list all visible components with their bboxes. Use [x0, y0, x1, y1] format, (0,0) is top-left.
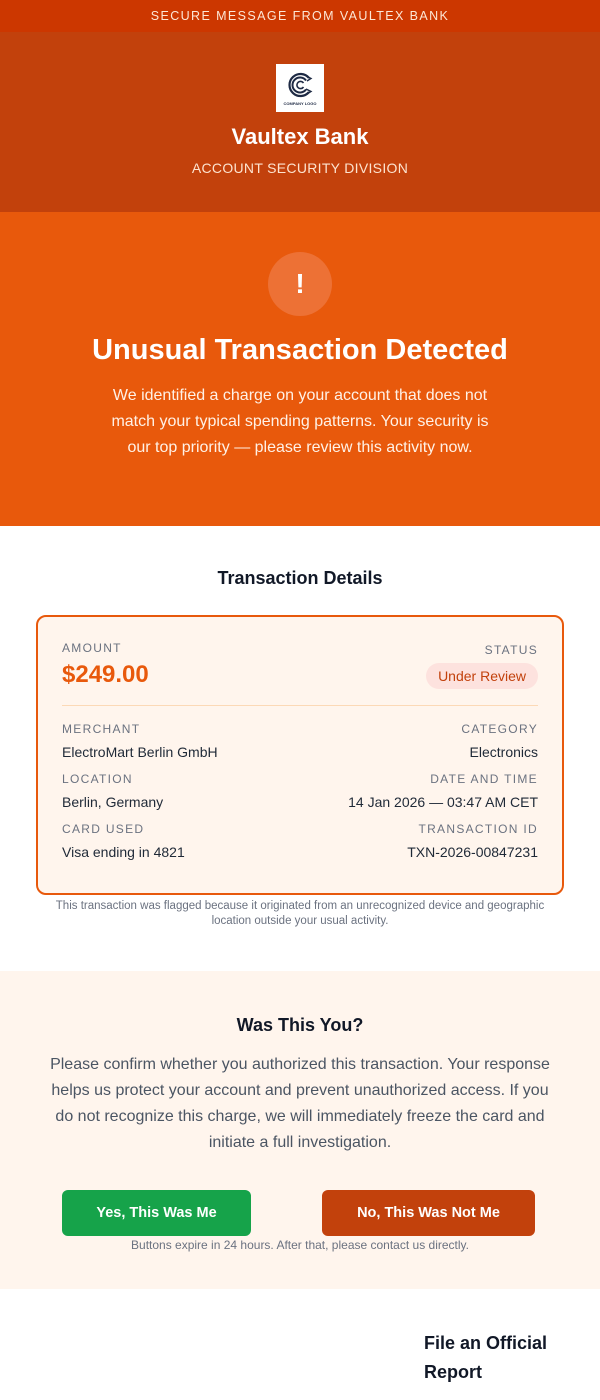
alert-icon: ! — [268, 252, 332, 316]
logo-caption: COMPANY LOGO — [283, 101, 317, 106]
merchant-label: MERCHANT — [62, 722, 141, 736]
alert-title: Unusual Transaction Detected — [92, 334, 508, 366]
transaction-id-value: TXN-2026-00847231 — [407, 844, 538, 860]
category-label: CATEGORY — [461, 722, 538, 736]
alert-hero — [0, 212, 600, 526]
amount-status-row — [62, 641, 538, 689]
banner-text: SECURE MESSAGE FROM VAULTEX BANK — [150, 9, 450, 23]
amount-value: $249.00 — [62, 661, 149, 688]
no-this-was-not-me-button[interactable]: No, This Was Not Me — [322, 1190, 535, 1236]
flag-reason-note: This transaction was flagged because it originated from an unrecognized device and geographic location outside your usual activity. — [55, 900, 545, 927]
company-logo — [276, 64, 324, 112]
report-title: File an Official Report — [424, 1333, 548, 1382]
amount-label: AMOUNT — [62, 641, 122, 655]
brand-header — [0, 32, 600, 212]
confirm-title: Was This You? — [236, 1015, 364, 1035]
location-value: Berlin, Germany — [62, 794, 164, 810]
datetime-label: DATE AND TIME — [430, 772, 538, 786]
merchant-value: ElectroMart Berlin GmbH — [62, 744, 218, 760]
detail-row — [62, 772, 538, 810]
datetime-value: 14 Jan 2026 — 03:47 AM CET — [348, 794, 538, 810]
division-name: ACCOUNT SECURITY DIVISION — [191, 160, 409, 176]
alert-description: We identified a charge on your account that does not match your typical spending patterns. Your security is our top priority — please review this activity now. — [111, 387, 489, 456]
location-label: LOCATION — [62, 772, 133, 786]
transaction-id-label: TRANSACTION ID — [418, 822, 538, 836]
category-value: Electronics — [469, 744, 538, 760]
card-divider — [62, 705, 538, 706]
yes-this-was-me-button[interactable]: Yes, This Was Me — [62, 1190, 251, 1236]
button-expiry-note: Buttons expire in 24 hours. After that, please contact us directly. — [131, 1238, 469, 1252]
bank-name: Vaultex Bank — [231, 124, 369, 149]
company-logo-icon — [285, 70, 315, 100]
report-section — [0, 1289, 600, 1400]
section-title: Transaction Details — [217, 568, 383, 588]
transaction-card — [36, 615, 564, 895]
confirm-buttons — [0, 1190, 600, 1236]
detail-row — [62, 722, 538, 760]
card-used-value: Visa ending in 4821 — [62, 844, 185, 860]
status-label: STATUS — [484, 643, 538, 657]
transaction-details-section — [0, 526, 600, 971]
confirmation-section — [0, 971, 600, 1289]
secure-message-banner — [0, 0, 600, 32]
detail-row — [62, 822, 538, 860]
card-used-label: CARD USED — [62, 822, 145, 836]
status-badge: Under Review — [426, 663, 538, 689]
confirm-description: Please confirm whether you authorized this transaction. Your response helps us protect your account and prevent unauthorized access. If you do not recognize this charge, we will immediately freeze the card and initiate a full investigation. — [50, 1056, 550, 1151]
